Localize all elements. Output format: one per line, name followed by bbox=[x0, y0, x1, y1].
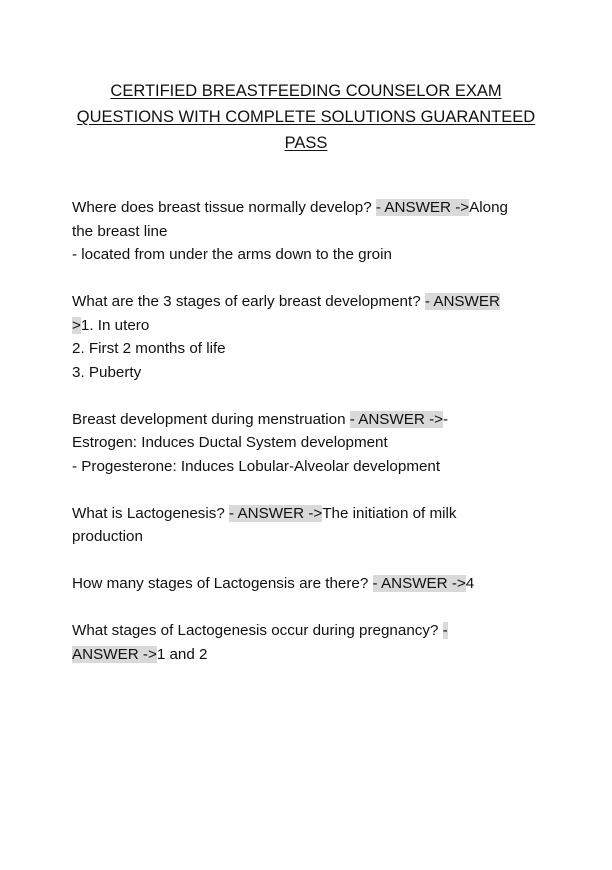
answer-marker: - ANSWER -> bbox=[349, 410, 444, 428]
answer-marker: - ANSWER -> bbox=[372, 575, 466, 592]
question-text: Breast development during menstruation bbox=[72, 410, 350, 428]
answer-line bbox=[72, 643, 540, 667]
question-line bbox=[72, 619, 540, 643]
answer-marker: ANSWER -> bbox=[72, 645, 157, 663]
question-text: What stages of Lactogenesis occur during pregnancy? bbox=[72, 622, 443, 639]
answer-marker: > bbox=[72, 316, 81, 334]
question-line bbox=[72, 290, 540, 314]
title-line: PASS bbox=[284, 134, 328, 152]
question-line bbox=[72, 502, 540, 526]
answer-text: The initiation of milk bbox=[322, 504, 457, 522]
answer-line: Estrogen: Induces Ductal System development bbox=[72, 434, 388, 451]
answer-line: 2. First 2 months of life bbox=[72, 340, 226, 357]
qa-item bbox=[72, 572, 540, 596]
answer-text: 1 and 2 bbox=[156, 645, 208, 663]
question-line bbox=[72, 196, 540, 220]
question-text: How many stages of Lactogensis are there? bbox=[72, 575, 373, 592]
qa-item bbox=[72, 196, 540, 267]
answer-text: 4 bbox=[465, 575, 475, 592]
answer-marker: - ANSWER bbox=[424, 293, 500, 310]
qa-list bbox=[72, 196, 540, 666]
qa-item bbox=[72, 408, 540, 479]
qa-item bbox=[72, 290, 540, 384]
question-line bbox=[72, 572, 540, 596]
qa-item bbox=[72, 619, 540, 666]
answer-marker: - ANSWER -> bbox=[229, 504, 323, 522]
answer-line: production bbox=[72, 528, 143, 545]
question-line bbox=[72, 408, 540, 432]
answer-text: 1. In utero bbox=[80, 316, 150, 334]
answer-line: - located from under the arms down to the groin bbox=[72, 246, 392, 263]
document-title bbox=[72, 78, 540, 156]
answer-line: the breast line bbox=[72, 222, 168, 240]
question-text: What are the 3 stages of early breast development? bbox=[72, 293, 425, 310]
qa-item bbox=[72, 502, 540, 549]
title-line: QUESTIONS WITH COMPLETE SOLUTIONS GUARANTEED bbox=[76, 108, 536, 126]
question-text: Where does breast tissue normally develop? bbox=[72, 199, 376, 216]
answer-marker: - bbox=[442, 622, 448, 639]
answer-marker: - ANSWER -> bbox=[375, 199, 470, 216]
title-line: CERTIFIED BREASTFEEDING COUNSELOR EXAM bbox=[110, 82, 502, 100]
document-page bbox=[0, 78, 612, 870]
answer-line: 3. Puberty bbox=[72, 363, 142, 381]
answer-line: - Progesterone: Induces Lobular-Alveolar development bbox=[72, 457, 441, 475]
answer-text: Along bbox=[469, 199, 509, 216]
answer-text: - bbox=[443, 410, 449, 428]
answer-line bbox=[72, 314, 540, 338]
question-text: What is Lactogenesis? bbox=[72, 504, 230, 522]
